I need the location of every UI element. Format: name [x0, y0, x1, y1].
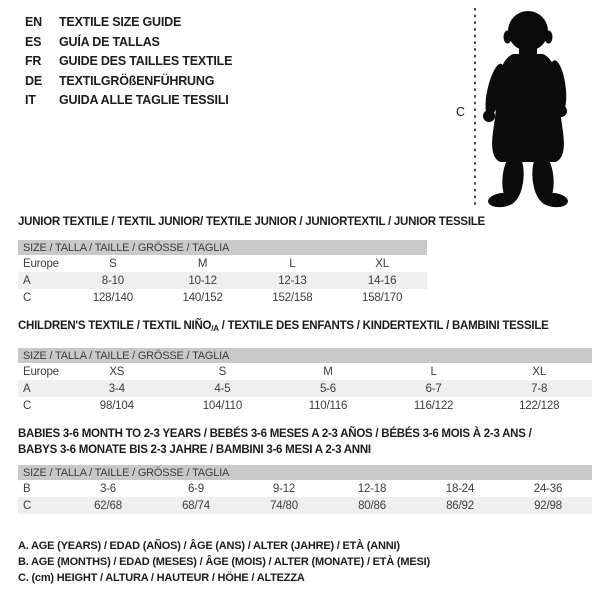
table-row [18, 255, 427, 272]
row-label: C [23, 399, 32, 412]
cell: 116/122 [413, 399, 454, 412]
cell: L [289, 257, 296, 270]
row-label: B [23, 482, 31, 495]
cell: 62/68 [64, 497, 152, 514]
babies-section-title [18, 427, 592, 458]
size-header-row [18, 465, 592, 480]
row-label: Europe [23, 257, 59, 270]
children-size-table [18, 348, 592, 414]
cell: S [109, 257, 117, 270]
language-title: TEXTILE SIZE GUIDE [59, 15, 182, 29]
row-label: A [18, 272, 68, 289]
cell: 98/104 [99, 399, 134, 412]
language-code: EN [25, 15, 42, 29]
cell: 8-10 [68, 272, 158, 289]
size-header-row [18, 240, 427, 255]
cell: 140/152 [182, 291, 223, 304]
babies-section [18, 427, 592, 514]
cell: 152/158 [272, 291, 313, 304]
children-section [18, 320, 592, 414]
title-text: / TEXTILE DES ENFANTS / KINDERTEXTIL / BAMBINI TESSILE [218, 320, 549, 332]
cell: 6-9 [187, 482, 205, 495]
size-header-label: SIZE / TALLA / TAILLE / GRÖSSE / TAGLIA [18, 465, 592, 480]
junior-section [18, 216, 485, 306]
language-title: TEXTILGRÖßENFÜHRUNG [59, 73, 215, 88]
cell: 3-4 [64, 380, 170, 397]
title-line-1: BABIES 3-6 MONTH TO 2-3 YEARS / BEBÉS 3-6 MESES A 2-3 AÑOS / BÉBÉS 3-6 MOIS À 2-3 ANS / [18, 428, 532, 440]
language-row-it [25, 91, 232, 111]
cell: 4-5 [170, 380, 276, 397]
language-row-en [25, 13, 232, 33]
cell: 3-6 [99, 482, 117, 495]
table-row [18, 272, 427, 289]
cell: 18-24 [445, 482, 475, 495]
row-label: C [23, 291, 32, 304]
table-row [18, 380, 592, 397]
cell: M [197, 257, 208, 270]
cell: 92/98 [504, 497, 592, 514]
language-code: FR [25, 54, 42, 68]
row-label: Europe [23, 365, 59, 378]
cell: 104/110 [202, 399, 243, 412]
cell: 24-36 [533, 482, 563, 495]
junior-section-title: JUNIOR TEXTILE / TEXTIL JUNIOR/ TEXTILE JUNIOR / JUNIORTEXTIL / JUNIOR TESSILE [18, 216, 485, 228]
title-text: CHILDREN'S TEXTILE / TEXTIL NIÑO [18, 320, 212, 332]
cell: 6-7 [381, 380, 487, 397]
toddler-shape [482, 11, 569, 209]
title-line-2: BABYS 3-6 MONATE BIS 2-3 JAHRE / BAMBINI 3-6 MESI A 2-3 ANNI [18, 443, 371, 456]
language-title: GUIDA ALLE TAGLIE TESSILI [59, 93, 229, 107]
footnote-a: A. AGE (YEARS) / EDAD (AÑOS) / ÂGE (ANS) / ALTER (JAHRE) / ETÀ (ANNI) [18, 540, 400, 552]
children-section-title [18, 320, 592, 335]
cell: L [430, 365, 437, 378]
table-row [18, 480, 592, 497]
cell: 86/92 [416, 497, 504, 514]
table-row [18, 363, 592, 380]
cell: 74/80 [240, 497, 328, 514]
language-row-es [25, 33, 232, 53]
size-header-row [18, 348, 592, 363]
cell: 110/116 [308, 399, 348, 412]
cell: 14-16 [337, 272, 427, 289]
cell: 158/170 [362, 291, 403, 304]
cell: 122/128 [519, 399, 560, 412]
size-header-label: SIZE / TALLA / TAILLE / GRÖSSE / TAGLIA [18, 348, 592, 363]
cell: 5-6 [275, 380, 381, 397]
row-label: A [18, 380, 64, 397]
footnote-c: C. (cm) HEIGHT / ALTURA / HAUTEUR / HÖHE / ALTEZZA [18, 572, 305, 584]
language-code: DE [25, 73, 42, 88]
footnote-b: B. AGE (MONTHS) / EDAD (MESES) / ÂGE (MOIS) / ALTER (MONATE) / ETÀ (MESI) [18, 556, 430, 568]
language-title: GUÍA DE TALLAS [59, 34, 160, 49]
cell: 10-12 [158, 272, 248, 289]
language-title: GUIDE DES TAILLES TEXTILE [59, 54, 233, 68]
title-subscript: /A [211, 324, 219, 333]
size-header-label: SIZE / TALLA / TAILLE / GRÖSSE / TAGLIA [18, 240, 427, 255]
cell: 80/86 [328, 497, 416, 514]
cell: XL [532, 365, 547, 378]
row-label: C [18, 497, 64, 514]
language-code: ES [25, 34, 42, 49]
babies-size-table [18, 465, 592, 514]
footnotes [18, 538, 430, 586]
cell: XS [109, 365, 125, 378]
cell: 9-12 [272, 482, 296, 495]
cell: 7-8 [486, 380, 592, 397]
language-row-de [25, 72, 232, 92]
cell: 128/140 [92, 291, 133, 304]
cell: 68/74 [152, 497, 240, 514]
cell: XL [375, 257, 389, 270]
cell: S [218, 365, 227, 378]
height-measure-label: C [456, 105, 466, 119]
cell: 12-18 [357, 482, 387, 495]
cell: 12-13 [248, 272, 338, 289]
language-title-list [25, 13, 232, 111]
junior-size-table [18, 240, 427, 306]
table-row [18, 397, 592, 414]
cell: M [323, 365, 333, 378]
table-row [18, 497, 592, 514]
table-row [18, 289, 427, 306]
baby-figure [440, 0, 600, 215]
language-row-fr [25, 52, 232, 72]
language-code: IT [25, 93, 36, 107]
